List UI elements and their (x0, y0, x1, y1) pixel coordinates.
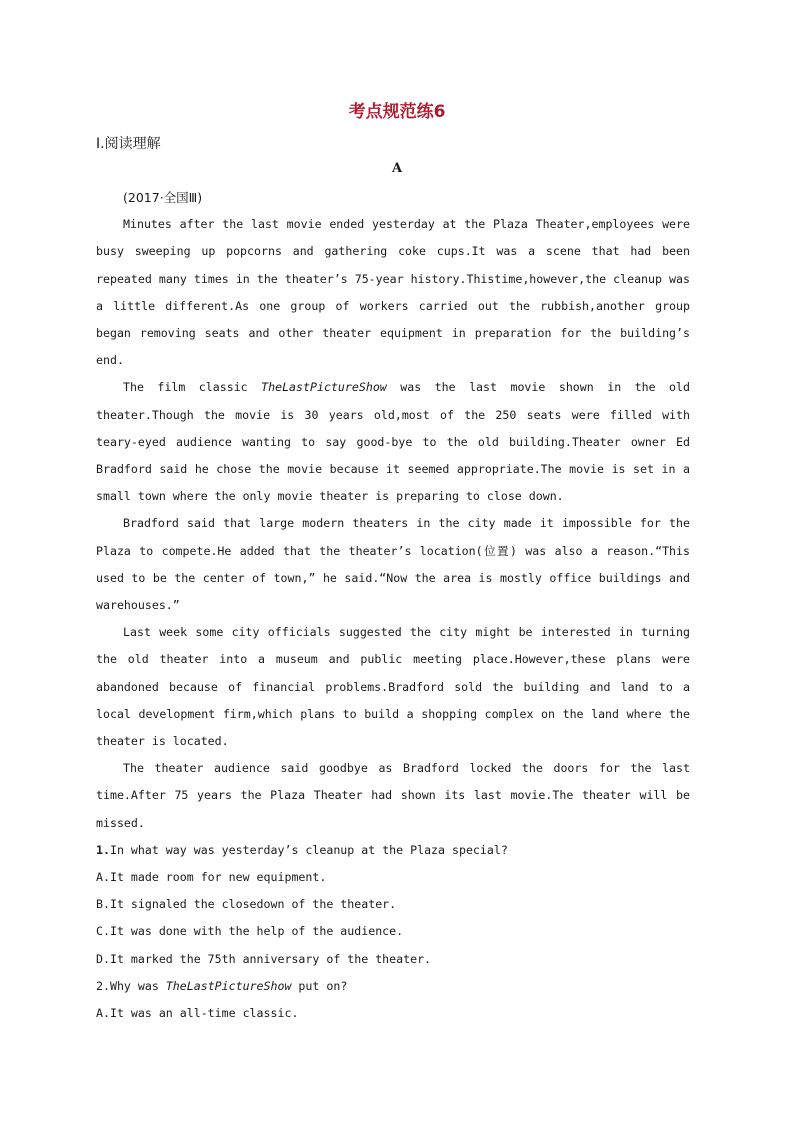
page-title: 考点规范练6 (348, 102, 446, 122)
question-1-text: In what way was yesterday’s cleanup at the Plaza special? (109, 842, 508, 857)
question-1-number: 1. (96, 842, 110, 857)
paragraph-5: The theater audience said goodbye as Bradford locked the doors for the last time.After 75 years the Plaza Theater had shown its last movie.The theater will be missed. (96, 761, 690, 830)
question-2-text-end: put on? (291, 978, 348, 993)
paragraph-2-start: The film classic (123, 380, 262, 395)
section-heading: Ⅰ.阅读理解 (96, 136, 161, 152)
question-1 (96, 837, 690, 864)
paragraph-3: Bradford said that large modern theaters in the city made it impossible for the Plaza to compete.He added that the theater’s location(位置) was also a reason.“This used to be the center of town,” he said.“Now the area is mostly office buildings and warehouses.” (96, 516, 690, 613)
passage-source: (2017·全国Ⅲ) (123, 190, 203, 205)
question-2-option-a: A.It was an all-time classic. (96, 1006, 299, 1021)
question-2-text-start: Why was (109, 978, 166, 993)
question-1-option-c: C.It was done with the help of the audience. (96, 924, 404, 939)
passage-label: A (391, 161, 403, 176)
question-1-option-d: D.It marked the 75th anniversary of the theater. (96, 951, 432, 966)
question-1-option-b: B.It signaled the closedown of the theater. (96, 897, 397, 912)
paragraph-4: Last week some city officials suggested the city might be interested in turning the old theater into a museum and public meeting place.However,these plans were abandoned because of financial problems.Bradford sold the building and land to a local development firm,which plans to build a shopping complex on the land where the theater is located. (96, 625, 690, 749)
paragraph-1: Minutes after the last movie ended yesterday at the Plaza Theater,employees were busy sweeping up popcorns and gathering coke cups.It was a scene that had been repeated many times in the theater’s 75-year history.Thistime,however,the cleanup was a little different.As one group of workers carried out the rubbish,another group began removing seats and other theater equipment in preparation for the building’s end. (96, 217, 690, 368)
question-2-number: 2. (96, 978, 110, 993)
film-title: TheLastPictureShow (261, 380, 387, 395)
paragraph-2-end: was the last movie shown in the old theater.Though the movie is 30 years old,most of the 250 seats were filled with teary-eyed audience wanting to say good-bye to the old building.Theater owner Ed Bradford said he chose the movie because it seemed appropriate.The movie is set in a small town where the only movie theater is preparing to close down. (96, 380, 690, 504)
paragraph-2 (96, 374, 690, 510)
question-2 (96, 973, 690, 1000)
passage-body (96, 184, 690, 1027)
question-1-option-a: A.It made room for new equipment. (96, 870, 327, 885)
question-2-film-title: TheLastPictureShow (165, 978, 292, 993)
